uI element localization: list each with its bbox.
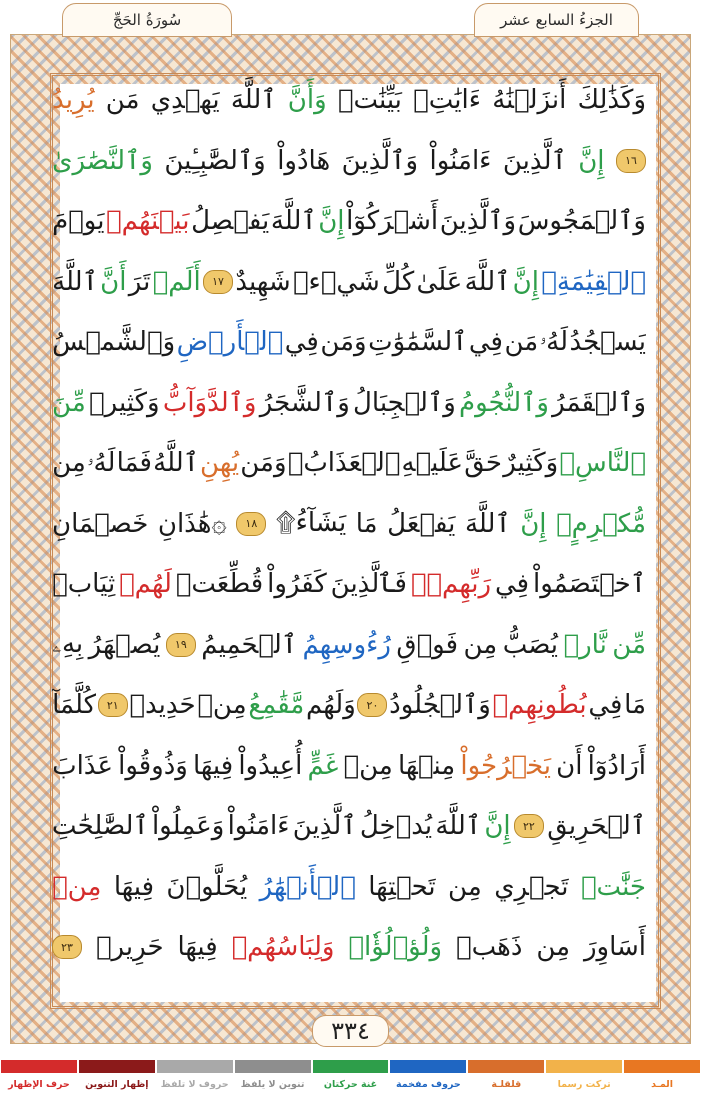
word: أَنزَلۡنَٰهُ	[492, 85, 567, 116]
word: رَبِّهِمۡۖ	[410, 569, 492, 600]
word: ءَامَنُواْ	[227, 811, 290, 842]
word: ٱلسَّمَٰوَٰتِ	[368, 327, 468, 358]
legend-label: إظهار التنوين	[85, 1079, 149, 1090]
word: خَصۡمَانِ	[52, 508, 149, 539]
word: ٱلنَّاسِۖ	[559, 448, 646, 479]
word: فِي	[284, 327, 319, 358]
text-line	[52, 191, 646, 252]
word: ذَهَبٖ	[456, 932, 523, 963]
word: ءَامَنُواْ	[429, 145, 492, 176]
word: يُصَبُّ	[502, 629, 559, 660]
word: وَأَنَّ	[287, 85, 327, 116]
legend-color-bar	[313, 1060, 389, 1073]
word: وَكَذَٰلِكَ	[577, 85, 646, 116]
word: وَمَن	[240, 448, 287, 479]
word: ثِيَابٞ	[52, 569, 116, 600]
word: غَمٍّ	[307, 750, 339, 781]
word: كُلَّمَآ	[52, 690, 97, 721]
word: ٱللَّهُ	[153, 448, 199, 479]
word: بِهِۦ	[52, 629, 84, 660]
legend-label: غنة حركتان	[323, 1079, 378, 1090]
word: نَّارٖ	[563, 629, 607, 660]
word: إِنَّ	[318, 206, 345, 237]
word: ٱللَّهَ	[464, 266, 511, 297]
word: بَيۡنَهُمۡ	[106, 206, 190, 237]
word: وَكَثِيرٌ	[503, 448, 559, 479]
word: ٱلَّذِينَ	[502, 145, 567, 176]
word: أَرَادُوٓاْ	[587, 750, 646, 781]
word: يَسۡجُدُ	[569, 327, 646, 358]
word: مَن	[504, 327, 539, 358]
word: وَٱلۡقَمَرُ	[552, 387, 646, 418]
word: يُرِيدُ	[52, 85, 95, 116]
legend-label: حرف الإظهار	[8, 1079, 70, 1090]
word: ٱلۡقِيَٰمَةِۚ	[541, 266, 646, 297]
word: مِنۡ	[52, 871, 102, 902]
word: كَفَرُواْ	[267, 569, 327, 600]
word: لَهُۥ	[87, 447, 116, 478]
word: فَمَا	[116, 448, 152, 479]
legend-label: قلقلـة	[491, 1079, 522, 1090]
ayah-number-marker: ٢٣	[52, 935, 82, 959]
word: حَرِيرٞ	[95, 932, 164, 963]
text-line	[52, 433, 646, 494]
word: مِن	[463, 629, 498, 660]
word: مُّكۡرِمٍۚ	[556, 508, 646, 539]
word: وَٱلدَّوَآبُّ	[162, 387, 257, 418]
word: وَٱلصَّٰبِـِٔينَ	[164, 145, 266, 176]
word: وَذُوقُواْ	[118, 750, 188, 781]
word: مِّن	[612, 629, 646, 660]
word: ءَايَٰتِۭ	[413, 85, 481, 116]
word: مِنۡ	[197, 690, 247, 721]
word: حَقَّ	[464, 448, 502, 479]
word: وَكَثِيرٞ	[89, 387, 160, 418]
word: يَوۡمَ	[52, 206, 105, 237]
word: ٱلۡحَرِيقِ	[547, 811, 646, 842]
surah-title: سُورَةُ الحَجِّ	[62, 3, 232, 37]
word: مَا	[355, 508, 378, 539]
ayah-number-marker: ١٦	[616, 149, 646, 173]
legend-label: تركت رسما	[557, 1079, 611, 1090]
word: ٱلۡحَمِيمُ	[201, 629, 298, 660]
word: ٱلصَّٰلِحَٰتِ	[52, 811, 149, 842]
word: إِنَّ	[578, 145, 605, 176]
text-line	[52, 554, 646, 615]
juz-title: الجزءُ السابع عشر	[474, 3, 639, 37]
word: وَلِبَاسُهُمۡ	[231, 932, 335, 963]
word: يُدۡخِلُ	[359, 811, 433, 842]
legend-color-bar	[157, 1060, 233, 1073]
word: يَشَآءُ۩	[275, 508, 347, 539]
text-line	[52, 494, 646, 555]
word: يَفۡعَلُ	[387, 508, 456, 539]
word: مَّقَٰمِعُ	[248, 690, 305, 721]
ayah-number-marker: ١٧	[203, 270, 233, 294]
word: فِيهَا	[177, 932, 218, 963]
ayah-number-marker: ٢١	[98, 693, 128, 717]
word: فِي	[495, 569, 530, 600]
word: أَلَمۡ	[152, 266, 201, 297]
word: ٱخۡتَصَمُواْ	[533, 569, 646, 600]
word: عَذَابَ	[52, 750, 113, 781]
word: مِّنَ	[52, 387, 86, 418]
text-line	[52, 917, 646, 978]
word: رُءُوسِهِمُ	[302, 629, 391, 660]
word: يَفۡصِلُ	[191, 206, 270, 237]
legend-color-bar	[1, 1060, 77, 1073]
text-line	[52, 736, 646, 797]
word: قُطِّعَتۡ	[175, 569, 264, 600]
ayah-number-marker: ١٩	[166, 633, 196, 657]
word: وَعَمِلُواْ	[151, 811, 225, 842]
word: ٱللَّهَ	[230, 85, 277, 116]
word: أَن	[556, 750, 583, 781]
word: أَشۡرَكُوٓاْ	[346, 206, 439, 237]
word: وَٱلۡجِبَالُ	[353, 387, 456, 418]
page-number-footer	[0, 1015, 701, 1047]
word: وَمَن	[320, 327, 367, 358]
text-line	[52, 312, 646, 373]
word: ٱلۡأَرۡضِ	[176, 327, 284, 358]
word: وَٱلۡجُلُودُ	[389, 690, 491, 721]
word: وَٱلَّذِينَ	[341, 145, 419, 176]
word: إِنَّ	[520, 508, 547, 539]
word: تَرَ	[128, 266, 151, 297]
word: حَدِيدٖ	[129, 690, 196, 721]
word: أَنَّ	[100, 266, 127, 297]
word: لَهُمۡ	[119, 569, 172, 600]
word: فِي	[468, 327, 503, 358]
word: مِنۡ	[343, 750, 393, 781]
word: هَادُواْ	[277, 145, 331, 176]
word: يَخۡرُجُواْ	[460, 750, 552, 781]
legend-color-bar	[79, 1060, 155, 1073]
word: فِيهَا	[113, 871, 154, 902]
word: مِن	[536, 932, 571, 963]
word: يَهۡدِي	[150, 85, 220, 116]
word: بَيِّنَٰتٖ	[337, 85, 402, 116]
legend-color-bar	[546, 1060, 622, 1073]
text-line	[52, 796, 646, 857]
legend-label: حروف لا تلفظ	[160, 1079, 229, 1090]
word: ۞هَٰذَانِ	[157, 508, 227, 539]
word: ٱلۡأَنۡهَٰرُ	[259, 871, 356, 902]
ayah-number-marker: ٢٠	[357, 693, 387, 717]
word: أَسَاوِرَ	[583, 932, 646, 963]
word: وَٱلشَّجَرُ	[259, 387, 350, 418]
word: مِن	[52, 448, 86, 479]
legend-color-bars	[0, 1060, 701, 1073]
legend-color-bar	[624, 1060, 700, 1073]
word: وَٱلۡمَجُوسَ	[517, 206, 646, 237]
word: ٱللَّهَ	[270, 206, 317, 237]
word: كُلِّ	[382, 266, 415, 297]
word: إِنَّ	[512, 266, 539, 297]
text-line	[52, 373, 646, 434]
word: تَحۡتِهَا	[368, 871, 436, 902]
word: ٱللَّهَ	[435, 811, 482, 842]
word: تَجۡرِي	[494, 871, 569, 902]
ayah-number-marker: ٢٢	[514, 814, 544, 838]
word: فَوۡقِ	[396, 629, 459, 660]
word: بُطُونِهِمۡ	[492, 690, 587, 721]
word: فِيهَا	[193, 750, 234, 781]
text-line	[52, 615, 646, 676]
legend-color-bar	[235, 1060, 311, 1073]
quran-text-lines	[52, 70, 646, 978]
legend-label: تنوين لا يلفظ	[240, 1079, 305, 1090]
legend-color-bar	[390, 1060, 466, 1073]
ayah-number-marker: ١٨	[236, 512, 266, 536]
text-line	[52, 252, 646, 313]
word: وَٱلشَّمۡسُ	[52, 327, 176, 358]
word: يُصۡهَرُ	[88, 629, 161, 660]
word: جَنَّٰتٖ	[580, 871, 646, 902]
word: ٱللَّهَ	[464, 508, 511, 539]
text-line	[52, 857, 646, 918]
word: مِن	[448, 871, 482, 902]
word: إِنَّ	[484, 811, 511, 842]
text-line	[52, 675, 646, 736]
legend-color-bar	[468, 1060, 544, 1073]
word: عَلَيۡهِ	[401, 448, 464, 479]
word: وَٱلَّذِينَ	[439, 206, 517, 237]
word: وَلُؤۡلُؤٗاۖ	[348, 932, 443, 963]
word: وَٱلنُّجُومُ	[459, 387, 549, 418]
word: يُحَلَّوۡنَ	[166, 871, 248, 902]
word: ٱلۡعَذَابُۗ	[287, 448, 401, 479]
word: عَلَىٰ	[416, 266, 463, 297]
word: لَهُۥ	[539, 326, 569, 357]
word: وَٱلنَّصَٰرَىٰ	[52, 145, 153, 176]
word: ٱللَّهَ	[52, 266, 98, 297]
word: فِي	[588, 690, 623, 721]
text-line	[52, 70, 646, 131]
tajweed-legend	[0, 1060, 701, 1101]
legend-labels	[0, 1079, 701, 1090]
legend-label: المـد	[651, 1079, 674, 1090]
page-number: ٣٣٤	[312, 1015, 389, 1047]
word: شَيۡءٖ	[292, 266, 380, 297]
word: شَهِيدٌ	[235, 266, 291, 297]
word: ٱلَّذِينَ	[292, 811, 357, 842]
word: أُعِيدُواْ	[238, 750, 303, 781]
word: مَا	[624, 690, 646, 721]
word: يُهِنِ	[200, 448, 240, 479]
word: فَٱلَّذِينَ	[330, 569, 407, 600]
legend-label: حروف مفخمة	[396, 1079, 461, 1090]
word: مِنۡهَا	[397, 750, 456, 781]
word: مَن	[105, 85, 140, 116]
word: وَلَهُم	[305, 690, 356, 721]
text-line	[52, 131, 646, 192]
